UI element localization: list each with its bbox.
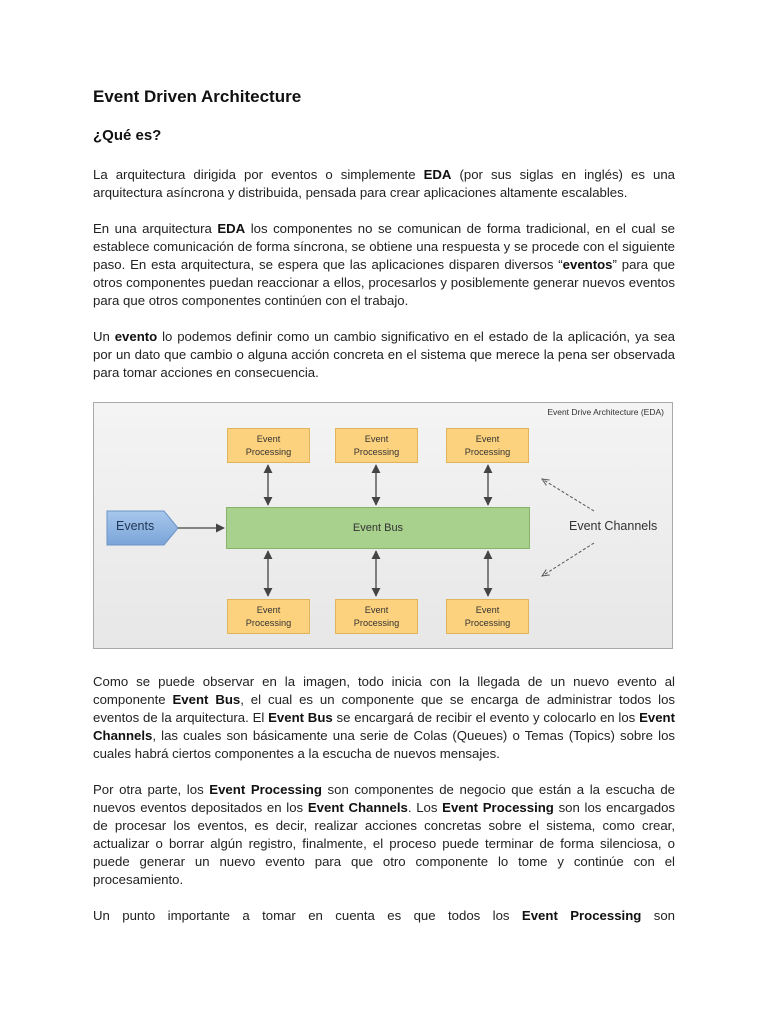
paragraph-event-processing: Por otra parte, los Event Processing son componentes de negocio que están a la escucha de nuevos eventos depositados en los Event Channels. Los Event Processing son los encargados de procesar los eventos, es decir, realizar acciones concretas sobre el sistema, como crear, actualizar o borrar algún registro, finalmente, el proceso puede terminar de forma silenciosa, o puede generar un nuevo evento para que otro componente lo tome y continúe con el procesamiento. [93,782,676,887]
event-processing-box: Event Processing [227,428,310,463]
document-page [93,86,675,925]
document-title: Event Driven Architecture [93,87,302,106]
channel-arrow-down [542,543,594,576]
event-channels-label: Event Channels [569,519,658,533]
paragraph-eda-description: En una arquitectura EDA los componentes no se comunican de forma tradicional, en el cual se establece comunicación de forma síncrona, se obtiene una respuesta y se procede con el siguiente paso. En esta arquitectura, se espera que las aplicaciones disparen diversos “eventos” para que otros componentes puedan reaccionar a ellos, procesarlos y posiblemente generar nuevos eventos para que otros componentes continúen con el trabajo. [93,221,675,308]
event-processing-box: Event Processing [446,599,529,634]
paragraph-important-point: Un punto importante a tomar en cuenta es que todos los Event Processing son [93,908,675,923]
event-processing-box: Event Processing [227,599,310,634]
diagram-title: Event Drive Architecture (EDA) [547,407,664,417]
paragraph-event-definition: Un evento lo podemos definir como un cambio significativo en el estado de la aplicación, ya sea por un dato que cambio o alguna acción concreta en el sistema que merece la pena ser observada para tomar acciones en consecuencia. [93,329,675,380]
section-heading: ¿Qué es? [93,127,162,144]
eda-diagram [93,402,673,649]
paragraph-diagram-explanation: Como se puede observar en la imagen, todo inicia con la llegada de un nuevo evento al componente Event Bus, el cual es un componente que se encarga de administrar todos los eventos de la arquitectura. El Event Bus se encargará de recibir el evento y colocarlo en los Event Channels, las cuales son básicamente una serie de Colas (Queues) o Temas (Topics) sobre los cuales habrá ciertos componentes a la escucha de nuevos mensajes. [93,674,675,761]
channel-arrow-up [542,479,594,511]
paragraph-intro: La arquitectura dirigida por eventos o simplemente EDA (por sus siglas en inglés) es una arquitectura asíncrona y distribuida, pensada para crear aplicaciones altamente escalables. [93,167,675,200]
events-label: Events [116,519,155,533]
event-processing-box: Event Processing [335,599,418,634]
event-processing-box: Event Processing [446,428,529,463]
event-processing-box: Event Processing [335,428,418,463]
event-bus-box: Event Bus [226,507,530,549]
